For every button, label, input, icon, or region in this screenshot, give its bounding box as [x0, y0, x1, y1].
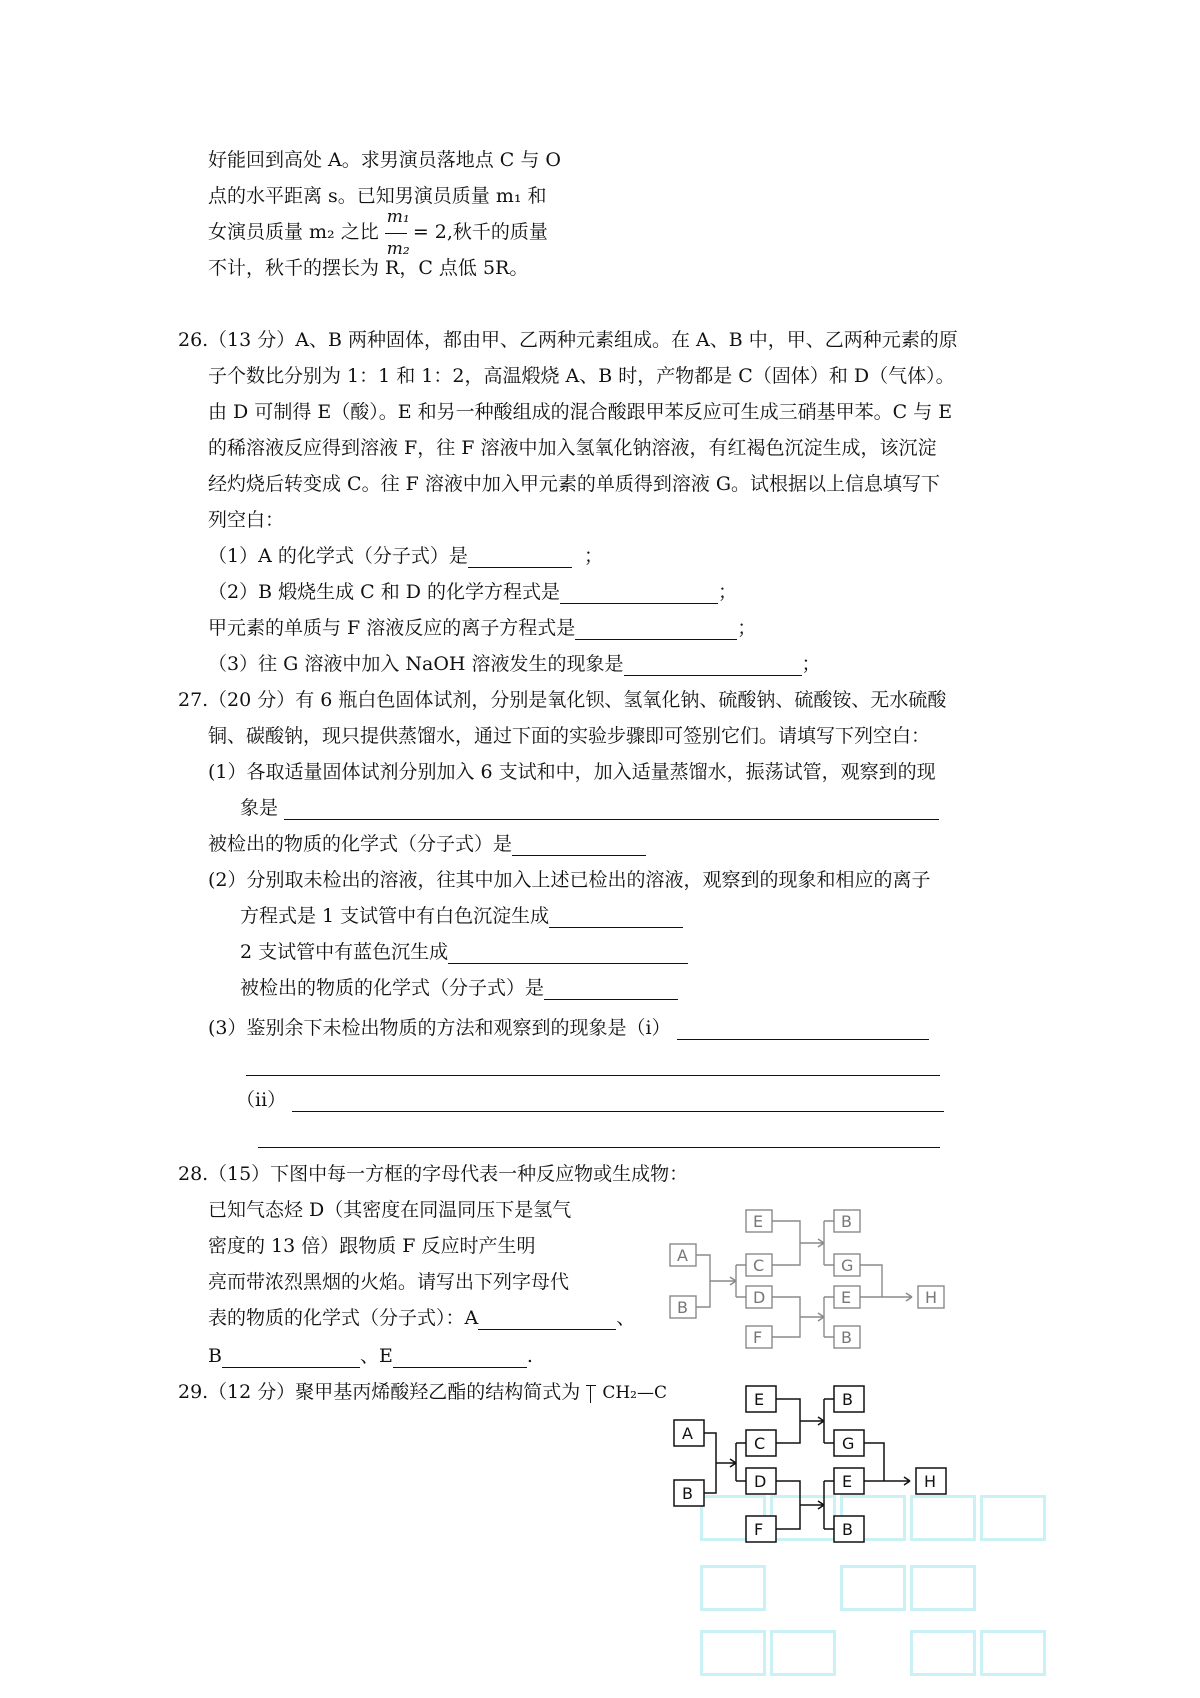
fraction-numerator: m₁	[386, 207, 410, 227]
box-b3-label: B	[842, 1520, 853, 1539]
reaction-flow-diagram-repeat	[666, 1378, 966, 1558]
q26-line-1: （13 分）A、B 两种固体，都由甲、乙两种元素组成。在 A、B 中，甲、乙两种元素的原	[208, 329, 958, 351]
q25-line-1: 好能回到高处 A。求男演员落地点 C 与 O	[208, 149, 561, 171]
mass-ratio-fraction	[385, 207, 410, 259]
label-e: 、E	[359, 1345, 393, 1367]
box-g-label: G	[841, 1256, 854, 1275]
answer-blank[interactable]	[677, 1019, 929, 1040]
answer-blank[interactable]	[624, 655, 802, 676]
q25-line-3-text: 女演员质量 m₂ 之比	[208, 221, 379, 243]
q27-line-2: 铜、碳酸钠，现只提供蒸馏水，通过下面的实验步骤即可签别它们。请填写下列空白：	[208, 725, 931, 747]
q26-number: 26.	[178, 329, 209, 351]
box-b3-label: B	[841, 1328, 852, 1347]
q27-part-1b-text: 象是	[240, 797, 279, 819]
q26-line-3: 由 D 可制得 E（酸）。E 和另一种酸组成的混合酸跟甲苯反应可生成三硝基甲苯。C 与 E	[208, 401, 953, 423]
q27-line-1: （20 分）有 6 瓶白色固体试剂，分别是氧化钡、氢氧化钠、硫酸钠、硫酸铵、无水硫酸	[208, 689, 947, 711]
q26-part-1-text: （1）A 的化学式（分子式）是	[208, 545, 468, 567]
q29-number: 29.	[178, 1381, 209, 1403]
q29-formula: CH₂—C	[602, 1383, 667, 1403]
answer-blank[interactable]	[292, 1091, 944, 1112]
box-e2-label: E	[842, 1472, 853, 1491]
q27-part-2b-text: 方程式是 1 支试管中有白色沉淀生成	[240, 905, 550, 927]
box-h-label: H	[924, 1472, 937, 1491]
q26-line-6: 列空白：	[208, 509, 285, 531]
q26-line-2: 子个数比分别为 1：1 和 1：2，高温煅烧 A、B 时，产物都是 C（固体）和 D（气体）。	[208, 365, 955, 387]
q28-line-5-text: 表的物质的化学式（分子式）：A	[208, 1307, 479, 1329]
q28-line-6	[208, 1344, 533, 1368]
answer-blank[interactable]	[258, 1127, 940, 1148]
box-b2-label: B	[841, 1212, 852, 1231]
answer-blank[interactable]	[549, 907, 683, 928]
q27-part-3	[208, 1016, 929, 1040]
q28-number: 28.	[178, 1163, 209, 1185]
fraction-denominator: m₂	[386, 239, 410, 259]
answer-blank[interactable]	[284, 799, 939, 820]
box-b-label: B	[677, 1298, 688, 1317]
q27-part-3ii-line	[258, 1124, 940, 1148]
q28-line-1: （15）下图中每一方框的字母代表一种反应物或生成物：	[208, 1163, 689, 1185]
answer-blank[interactable]	[393, 1347, 527, 1368]
bracket-glyph	[586, 1382, 596, 1404]
punct: ；	[583, 545, 603, 567]
answer-blank[interactable]	[222, 1347, 360, 1368]
q27-part-3-text: (3）鉴别余下未检出物质的方法和观察到的现象是（i）	[208, 1017, 671, 1039]
q28-line-4: 亮而带浓烈黑烟的火焰。请写出下列字母代	[208, 1271, 570, 1293]
box-b-label: B	[682, 1484, 693, 1503]
box-g-label: G	[842, 1434, 855, 1453]
punct: ；	[801, 653, 821, 675]
q27-part-1b	[240, 796, 939, 820]
q26-line-5: 经灼烧后转变成 C。往 F 溶液中加入甲元素的单质得到溶液 G。试根据以上信息填写下	[208, 473, 941, 495]
q26-part-3	[208, 652, 821, 676]
q27-part-2c	[240, 940, 688, 964]
q27-part-3ii-text: （ii）	[236, 1089, 287, 1111]
answer-blank[interactable]	[468, 547, 572, 568]
q26-part-2b	[208, 616, 756, 640]
box-d-label: D	[754, 1472, 767, 1491]
q27-part-1: (1）各取适量固体试剂分别加入 6 支试和中，加入适量蒸馏水，振荡试管，观察到的现	[208, 761, 936, 783]
q26-part-3-text: （3）往 G 溶液中加入 NaOH 溶液发生的现象是	[208, 653, 624, 675]
q25-line-3	[208, 207, 548, 259]
reaction-flow-diagram	[660, 1200, 960, 1360]
q27-part-2b	[240, 904, 683, 928]
q26-part-2	[208, 580, 737, 604]
answer-blank[interactable]	[448, 943, 688, 964]
q27-part-2: (2）分别取未检出的溶液，往其中加入上述已检出的溶液，观察到的现象和相应的离子	[208, 869, 931, 891]
box-e2-label: E	[841, 1288, 852, 1307]
q25-line-3-tail: = 2,秋千的质量	[412, 221, 548, 243]
q26-part-2-text: （2）B 煅烧生成 C 和 D 的化学方程式是	[208, 581, 561, 603]
box-e-label: E	[754, 1390, 765, 1409]
answer-blank[interactable]	[560, 583, 718, 604]
q28-line-2: 已知气态烃 D（其密度在同温同压下是氢气	[208, 1199, 572, 1221]
q25-line-2: 点的水平距离 s。已知男演员质量 m₁ 和	[208, 185, 547, 207]
punct: ；	[737, 617, 757, 639]
box-c-label: C	[753, 1256, 765, 1275]
answer-blank[interactable]	[544, 979, 678, 1000]
box-a-label: A	[682, 1424, 693, 1443]
answer-blank[interactable]	[575, 619, 737, 640]
q27-part-3ii	[236, 1088, 944, 1112]
q25-line-4: 不计，秋千的摆长为 R，C 点低 5R。	[208, 257, 529, 279]
q28-line-3: 密度的 13 倍）跟物质 F 反应时产生明	[208, 1235, 536, 1257]
punct: ；	[718, 581, 738, 603]
box-f-label: F	[754, 1520, 764, 1539]
box-d-label: D	[753, 1288, 766, 1307]
q29-line	[208, 1380, 667, 1405]
q27-part-2c-text: 2 支试管中有蓝色沉生成	[240, 941, 449, 963]
punct: .	[526, 1345, 533, 1367]
q27-part-1c	[208, 832, 646, 856]
q28-line-5	[208, 1306, 635, 1330]
punct: 、	[616, 1307, 636, 1329]
q26-line-4: 的稀溶液反应得到溶液 F，往 F 溶液中加入氢氧化钠溶液，有红褐色沉淀生成，该沉淀	[208, 437, 937, 459]
box-b2-label: B	[842, 1390, 853, 1409]
answer-blank[interactable]	[478, 1309, 616, 1330]
box-e-label: E	[753, 1212, 764, 1231]
q27-part-3-line	[246, 1052, 940, 1076]
q27-part-1c-text: 被检出的物质的化学式（分子式）是	[208, 833, 513, 855]
q27-part-2d	[240, 976, 678, 1000]
label-b: B	[208, 1345, 222, 1367]
q29-text: （12 分）聚甲基丙烯酸羟乙酯的结构简式为	[208, 1381, 581, 1403]
box-h-label: H	[925, 1288, 938, 1307]
box-a-label: A	[677, 1246, 688, 1265]
q27-part-2d-text: 被检出的物质的化学式（分子式）是	[240, 977, 545, 999]
q26-part-1	[208, 544, 603, 568]
box-c-label: C	[754, 1434, 766, 1453]
answer-blank[interactable]	[246, 1055, 940, 1076]
q27-number: 27.	[178, 689, 209, 711]
box-f-label: F	[753, 1328, 763, 1347]
answer-blank[interactable]	[512, 835, 646, 856]
q26-part-2b-text: 甲元素的单质与 F 溶液反应的离子方程式是	[208, 617, 576, 639]
